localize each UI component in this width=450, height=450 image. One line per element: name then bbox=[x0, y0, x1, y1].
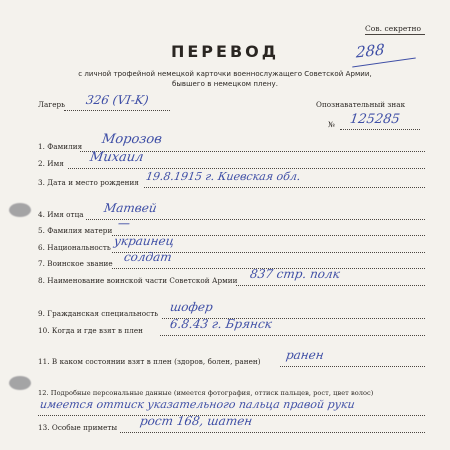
id-mark-line bbox=[340, 129, 420, 130]
field-label-mother-surname: 5. Фамилия матери bbox=[38, 226, 113, 235]
field-label-surname: 1. Фамилия bbox=[38, 142, 83, 151]
field-value-first-name: Михаил bbox=[88, 150, 145, 165]
field-label-captured: 10. Когда и где взят в плен bbox=[38, 326, 144, 335]
field-value-rank: солдат bbox=[123, 250, 173, 264]
field-value-personal-data: имеется оттиск указательного пальца правой руки bbox=[39, 398, 356, 411]
subtitle-line-1: с личной трофейной немецкой карточки военнослужащего Советской Армии, bbox=[78, 70, 372, 78]
field-label-nationality: 6. Национальность bbox=[38, 243, 111, 252]
field-label-rank: 7. Воинское звание bbox=[38, 259, 113, 268]
camp-label: Лагерь bbox=[38, 100, 66, 109]
file-number: 288 bbox=[355, 40, 385, 62]
field-value-father-name: Матвей bbox=[103, 201, 158, 215]
field-line-unit bbox=[236, 285, 425, 286]
field-line-first-name bbox=[68, 168, 425, 169]
field-value-captured: 6.8.43 г. Брянск bbox=[169, 317, 273, 331]
punch-hole-bottom bbox=[9, 376, 31, 390]
classification-label: Сов. секретно bbox=[365, 24, 422, 33]
field-label-condition: 11. В каком состоянии взят в плен (здоров, болен, ранен) bbox=[38, 357, 261, 366]
subtitle-line-2: бывшего в немецком плену. bbox=[171, 80, 279, 88]
field-line-birth bbox=[144, 187, 425, 188]
field-value-mother-surname: — bbox=[117, 216, 131, 230]
field-label-unit: 8. Наименование воинской части Советской Армии bbox=[38, 276, 238, 285]
field-line-special-marks bbox=[120, 432, 425, 433]
field-line-captured bbox=[160, 335, 425, 336]
id-mark-label: Опознавательный знак bbox=[316, 100, 406, 109]
id-mark-prefix: № bbox=[328, 120, 335, 129]
page-title: ПЕРЕВОД bbox=[170, 42, 280, 61]
field-value-condition: ранен bbox=[285, 348, 325, 362]
camp-line bbox=[64, 110, 170, 111]
field-label-civil-specialty: 9. Гражданская специальность bbox=[38, 309, 159, 318]
field-label-personal-data: 12. Подробные персональные данные (имеется фотография, оттиск пальцев, рост, цвет волос) bbox=[38, 389, 374, 397]
field-line-condition bbox=[280, 366, 425, 367]
field-value-nationality: украинец bbox=[113, 234, 176, 248]
field-value-special-marks: рост 168, шатен bbox=[139, 414, 254, 428]
classification-underline bbox=[365, 34, 425, 35]
field-value-civil-specialty: шофер bbox=[169, 300, 214, 314]
punch-hole-top bbox=[9, 203, 31, 217]
field-label-birth: 3. Дата и место рождения bbox=[38, 178, 139, 187]
field-label-special-marks: 13. Особые приметы bbox=[38, 423, 118, 432]
camp-value: 326 (VI-K) bbox=[85, 93, 150, 107]
field-value-surname: Морозов bbox=[100, 132, 163, 147]
field-label-first-name: 2. Имя bbox=[38, 159, 64, 168]
field-value-unit: 837 стр. полк bbox=[249, 267, 341, 281]
field-value-birth: 19.8.1915 г. Киевская обл. bbox=[145, 170, 302, 183]
field-line-father-name bbox=[86, 219, 425, 220]
field-label-father-name: 4. Имя отца bbox=[38, 210, 84, 219]
id-mark-value: 125285 bbox=[348, 112, 401, 127]
